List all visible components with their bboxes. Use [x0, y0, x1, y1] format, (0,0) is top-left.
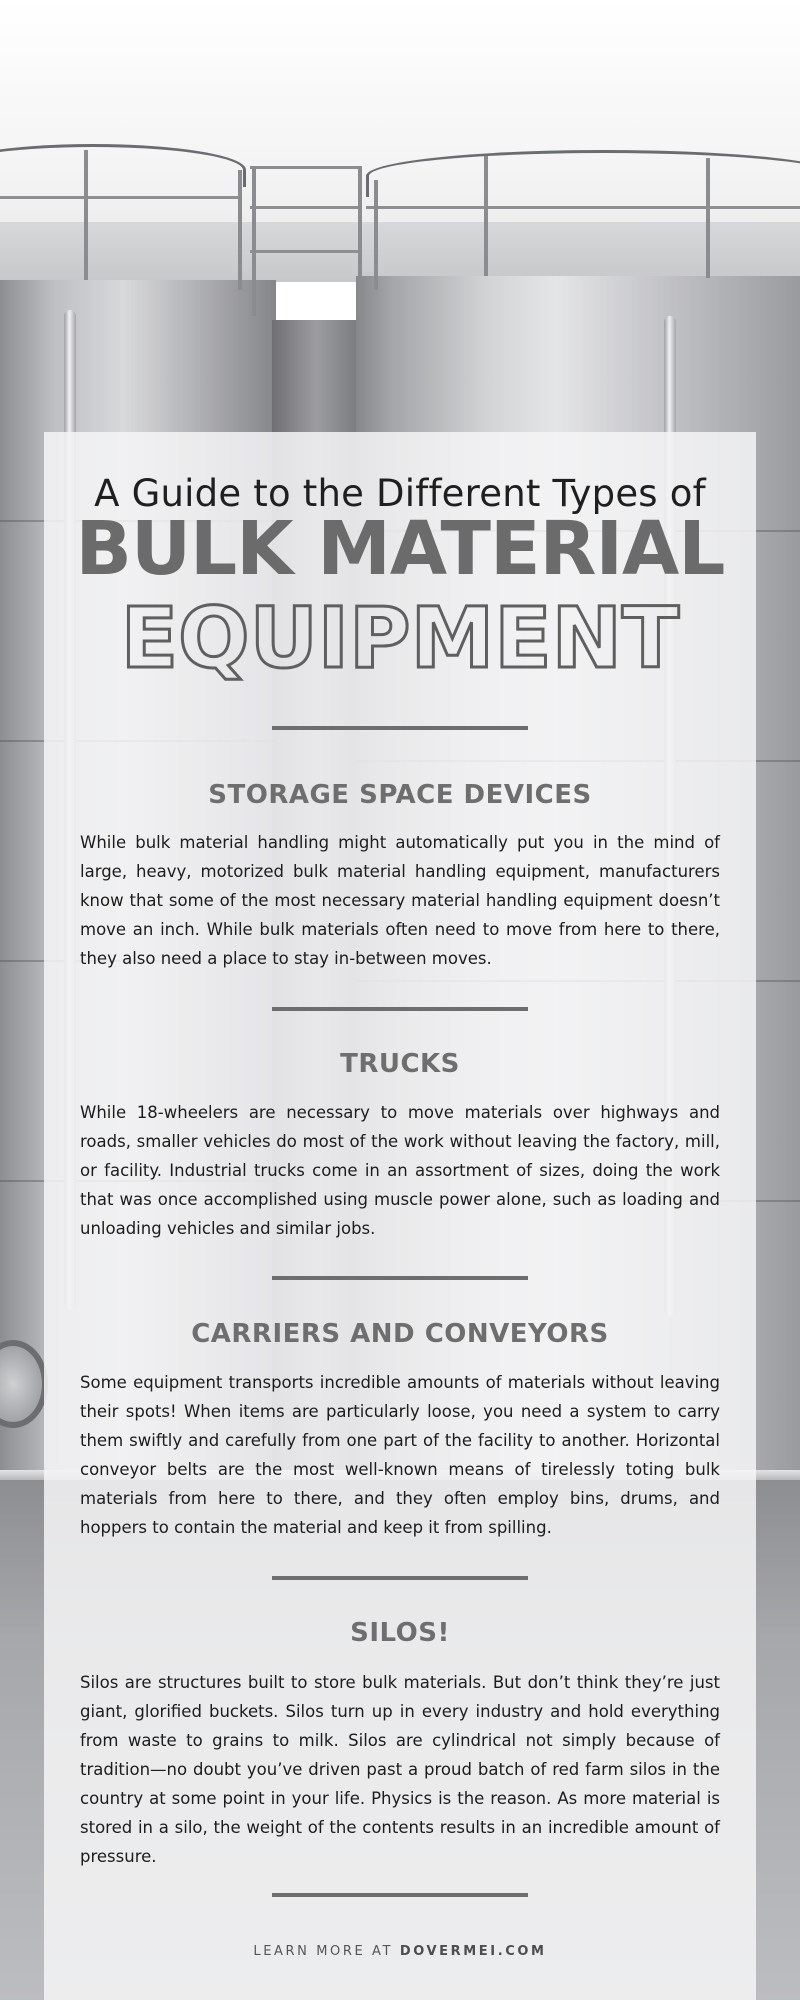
footer-site-link[interactable]: DOVERMEI.COM [399, 1944, 547, 1959]
footer-cta [0, 1944, 800, 1959]
title-intro: A Guide to the Different Types of [94, 472, 706, 515]
divider [272, 1576, 528, 1580]
title-hero-line2: EQUIPMENT [120, 589, 680, 687]
divider [272, 726, 528, 730]
handrail-right [366, 150, 800, 197]
divider [272, 1893, 528, 1897]
divider [272, 1007, 528, 1011]
title-hero-line1: BULK MATERIAL [75, 506, 725, 592]
section-body-silos: Silos are structures built to store bulk materials. But don’t think they’re just giant, glorified buckets. Silos turn up in every industry and hold everything from waste to grains to milk. Silos are cylindrical not simply because of tradition—no doubt you’ve driven past a proud batch of red farm silos in the country at some point in your life. Physics is the reason. As more material is stored in a silo, the weight of the contents results in an incredible amount of pressure. [80, 1673, 720, 1866]
divider [272, 1276, 528, 1280]
sky [0, 0, 800, 240]
section-title-trucks: TRUCKS [340, 1049, 460, 1079]
section-body-storage: While bulk material handling might automatically put you in the mind of large, heavy, motorized bulk material handling equipment, manufacturers know that some of the most necessary material handling equipment doesn’t move an inch. While bulk materials often need to move from here to there, they also need a place to stay in-between moves. [80, 833, 720, 968]
warehouse-wall [0, 222, 800, 282]
section-body-carriers: Some equipment transports incredible amounts of materials without leaving their spots! When items are particularly loose, you need a system to carry them swiftly and carefully from one part of the facility to another. Horizontal conveyor belts are the most well-known means of tirelessly toting bulk materials from here to there, and they often employ bins, drums, and hoppers to contain the material and keep it from spilling. [80, 1373, 720, 1537]
footer-prefix: LEARN MORE AT [253, 1944, 400, 1959]
section-body-trucks: While 18-wheelers are necessary to move materials over highways and roads, smaller vehicles do most of the work without leaving the factory, mill, or facility. Industrial trucks come in an assortment of sizes, doing the work that was once accomplished using muscle power alone, such as loading and unloading vehicles and similar jobs. [80, 1103, 720, 1238]
section-title-silos: SILOS! [350, 1618, 450, 1648]
section-title-storage: STORAGE SPACE DEVICES [208, 780, 592, 810]
section-title-carriers: CARRIERS AND CONVEYORS [191, 1319, 609, 1349]
